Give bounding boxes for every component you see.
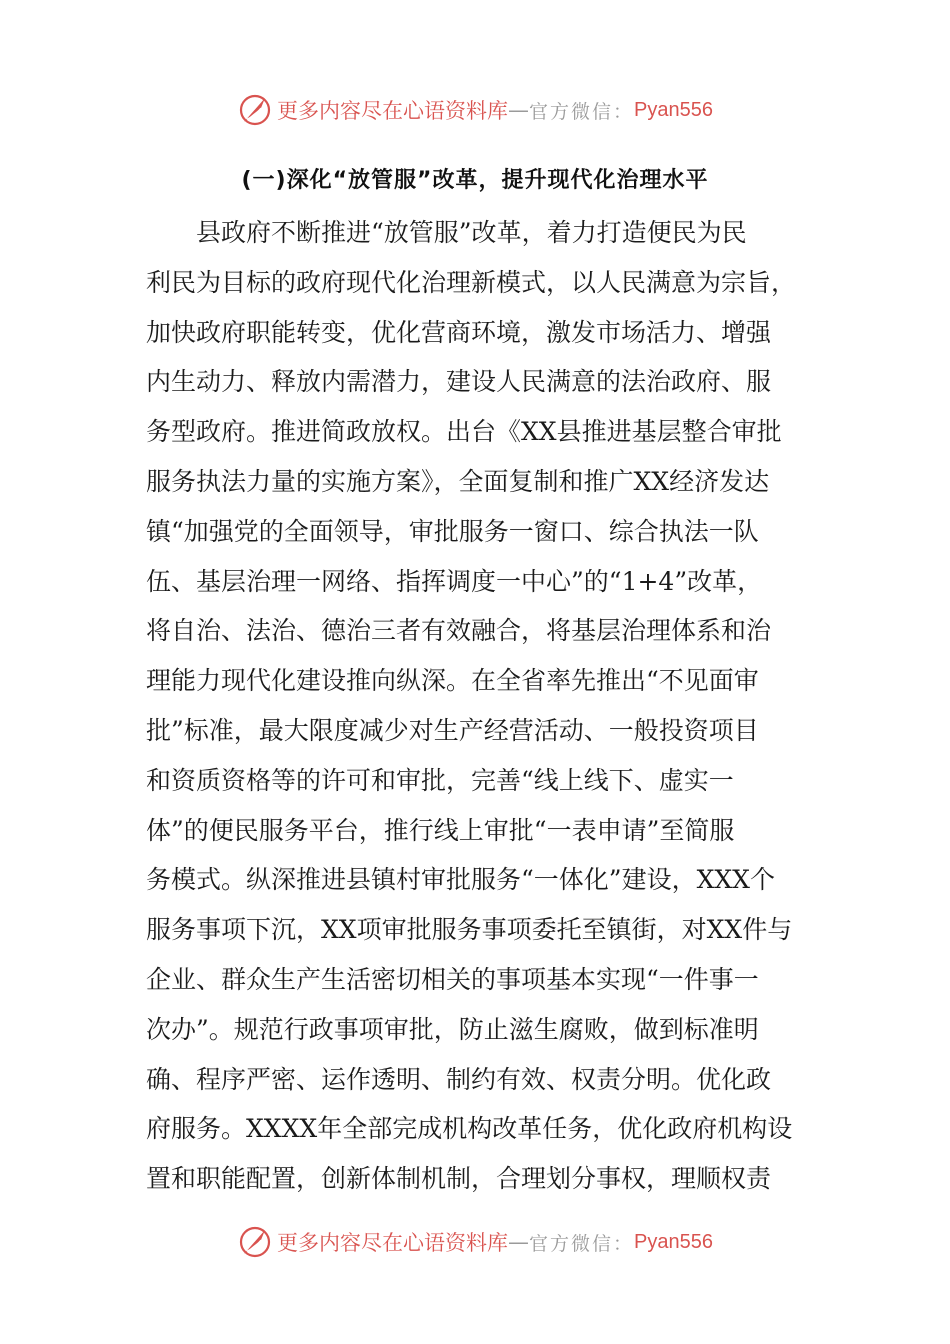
paragraph-line: 府服务。XXXX年全部完成机构改革任务，优化政府机构设 <box>146 1114 793 1144</box>
paragraph-line: 服务执法力量的实施方案》，全面复制和推广XX经济发达 <box>146 466 770 496</box>
paragraph-line: 伍、基层治理一网络、指挥调度一中心”的“1+4”改革， <box>146 566 763 596</box>
banner-dash: — <box>508 98 529 122</box>
paragraph-line: 县政府不断推进“放管服”改革，着力打造便民为民 <box>196 218 747 247</box>
paragraph-line: 理能力现代化建设推向纵深。在全省率先推出“不见面审 <box>146 666 759 696</box>
banner-wechat-id: Pyan556 <box>634 1230 713 1253</box>
banner-dash: — <box>508 1230 529 1254</box>
paragraph-line: 将自治、法治、德治三者有效融合，将基层治理体系和治 <box>146 616 772 646</box>
banner-wechat-label: 官方微信： <box>529 1232 635 1255</box>
quill-logo-icon <box>237 1224 273 1260</box>
section-heading: (一)深化“放管服”改革，提升现代化治理水平 <box>241 168 709 193</box>
footer-banner <box>0 1222 950 1262</box>
header-banner <box>0 90 950 130</box>
banner-site-name: 更多内容尽在心语资料库 <box>277 1231 508 1255</box>
banner-wechat-id: Pyan556 <box>634 98 713 121</box>
paragraph-line: 镇“加强党的全面领导，审批服务一窗口、综合执法一队 <box>146 516 759 546</box>
paragraph-line: 内生动力、释放内需潜力，建设人民满意的法治政府、服 <box>146 367 772 397</box>
paragraph-line: 次办”。规范行政事项审批，防止滋生腐败，做到标准明 <box>146 1014 759 1044</box>
paragraph-line: 体”的便民服务平台，推行线上审批“一表申请”至简服 <box>146 815 735 845</box>
paragraph-line: 利民为目标的政府现代化治理新模式，以人民满意为宗旨， <box>146 267 797 297</box>
paragraph-line: 置和职能配置，创新体制机制，合理划分事权，理顺权责 <box>146 1164 772 1194</box>
quill-logo-icon <box>237 92 273 128</box>
banner-site-name: 更多内容尽在心语资料库 <box>277 99 508 123</box>
paragraph-line: 批”标准，最大限度减少对生产经营活动、一般投资项目 <box>146 715 759 745</box>
paragraph-line: 务型政府。推进简政放权。出台《XX县推进基层整合审批 <box>146 417 782 447</box>
paragraph-line: 确、程序严密、运作透明、制约有效、权责分明。优化政 <box>146 1064 772 1094</box>
paragraph-line: 加快政府职能转变，优化营商环境，激发市场活力、增强 <box>146 317 772 347</box>
paragraph-line: 务模式。纵深推进县镇村审批服务“一体化”建设，XXX个 <box>146 865 775 895</box>
banner-wechat-label: 官方微信： <box>529 100 635 123</box>
paragraph-line: 和资质资格等的许可和审批，完善“线上线下、虚实一 <box>146 765 734 795</box>
paragraph-line: 服务事项下沉，XX项审批服务事项委托至镇街，对XX件与 <box>146 915 793 945</box>
body-paragraph <box>146 208 802 1204</box>
paragraph-line: 企业、群众生产生活密切相关的事项基本实现“一件事一 <box>146 964 759 994</box>
